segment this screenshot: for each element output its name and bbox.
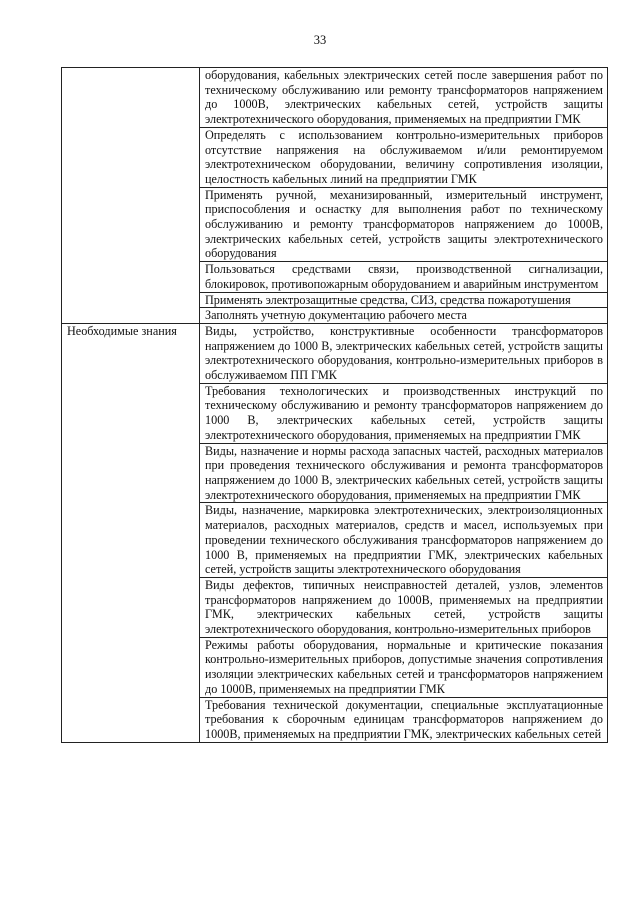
knowledge-cell: Виды, назначение и нормы расхода запасных частей, расходных материалов при проведения технического обслуживания и ремонта трансформаторов напряжением до 1000 В, электрических кабельных сетей, устройств защиты электротехнического оборудования, применяемых на предприятии ГМК — [200, 443, 608, 503]
knowledge-cell: Виды дефектов, типичных неисправностей деталей, узлов, элементов трансформаторов напряжением до 1000В, применяемых на предприятии ГМК, электрических кабельных сетей, устройств защиты электротехнического оборудования, контрольно-измерительных приборов — [200, 577, 608, 637]
page-number: 33 — [313, 33, 327, 47]
skill-cell: Определять с использованием контрольно-измерительных приборов отсутствие напряжения на обслуживаемом и/или ремонтируемом электротехническом оборудовании, величину сопротивления изоляции, целостность кабельных линий на предприятии ГМК — [200, 127, 608, 187]
skill-cell: Пользоваться средствами связи, производственной сигнализации, блокировок, противопожарным оборудованием и аварийным инструментом — [200, 262, 608, 292]
knowledge-cell: Виды, устройство, конструктивные особенности трансформаторов напряжением до 1000 В, электрических кабельных сетей, устройств защиты электротехнического оборудования, контрольно-измерительных приборов в обслуживаемом ПП ГМК — [200, 323, 608, 383]
knowledge-cell: Режимы работы оборудования, нормальные и критические показания контрольно-измерительных приборов, допустимые значения сопротивления изоляции электрических кабельных сетей и трансформаторов напряжением до 1000В, применяемых на предприятии ГМК — [200, 637, 608, 697]
knowledge-cell: Требования технической документации, специальные эксплуатационные требования к сборочным единицам трансформаторов напряжением до 1000В, применяемых на предприятии ГМК, электрических кабельных сетей — [200, 697, 608, 742]
table-row — [62, 68, 608, 128]
skill-cell: Применять ручной, механизированный, измерительный инструмент, приспособления и оснастку для выполнения работ по техническому обслуживанию и ремонту трансформаторов напряжением до 1000В, электрических кабельных сетей, устройств защиты электротехнического оборудования — [200, 187, 608, 262]
competency-table — [61, 67, 608, 743]
skill-cell: Заполнять учетную документацию рабочего места — [200, 308, 608, 324]
row-label — [62, 68, 200, 324]
skill-cell: Применять электрозащитные средства, СИЗ, средства пожаротушения — [200, 292, 608, 308]
knowledge-cell: Виды, назначение, маркировка электротехнических, электроизоляционных материалов, расходных материалов, средств и масел, используемых при проведении технического обслуживания трансформаторов напряжением до 1000 В, применяемых на предприятии ГМК, электрических кабельных сетей, устройств защиты электротехнического оборудования — [200, 503, 608, 578]
table-row — [62, 323, 608, 383]
knowledge-label: Необходимые знания — [62, 323, 200, 742]
skill-cell: оборудования, кабельных электрических сетей после завершения работ по техническому обслуживанию или ремонту трансформаторов напряжением до 1000В, электрических кабельных сетей, устройств защиты электротехнического оборудования, применяемых на предприятии ГМК — [200, 68, 608, 128]
knowledge-cell: Требования технологических и производственных инструкций по техническому обслуживанию и ремонту трансформаторов напряжением до 1000 В, электрических кабельных сетей, устройств защиты электротехнического оборудования, применяемых на предприятии ГМК — [200, 383, 608, 443]
